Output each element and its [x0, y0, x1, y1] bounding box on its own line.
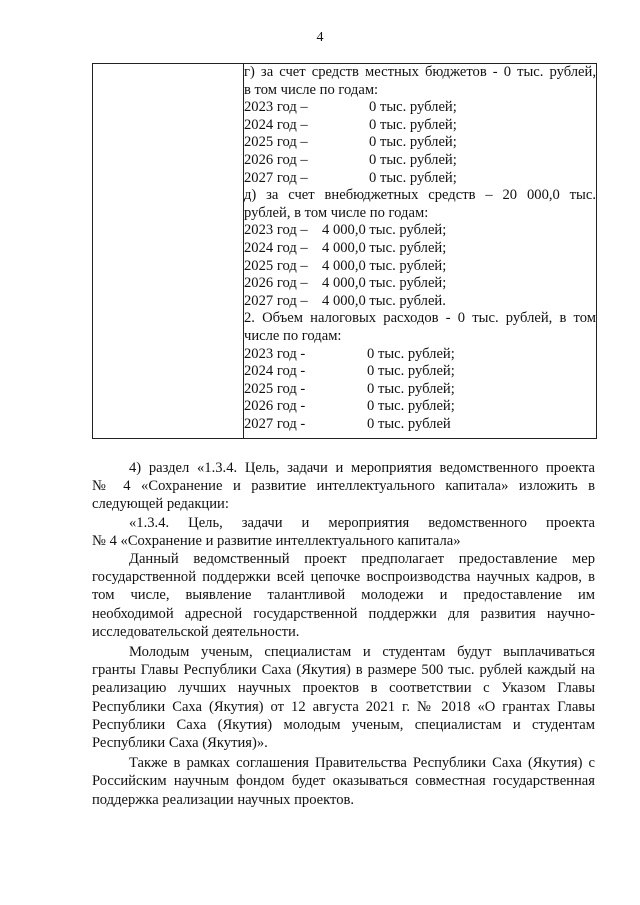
year-amount: 0 тыс. рублей; [369, 134, 457, 151]
paragraph-line: Республики Саха (Якутия) молодым ученым, специалистам и студентам [92, 716, 595, 733]
year-amount: 4 000,0 тыс. рублей; [322, 222, 447, 239]
year-label: 2026 год – [244, 275, 308, 292]
year-amount: 4 000,0 тыс. рублей; [322, 257, 447, 274]
paragraph-line: необходимой адресной государственной поддержки для развития научно- [92, 605, 595, 622]
table-line: д) за счет внебюджетных средств – 20 000,0 тыс. [244, 187, 596, 204]
table-line: рублей, в том числе по годам: [244, 204, 429, 221]
paragraph-line: государственной поддержки всей цепочке воспроизводства научных кадров, в [92, 569, 595, 586]
year-row [244, 416, 596, 434]
year-label: 2025 год – [244, 257, 308, 274]
year-row [244, 117, 596, 135]
year-row [244, 258, 596, 276]
paragraph-line: Молодым ученым, специалистам и студентам будут выплачиваться [129, 644, 595, 661]
paragraph-line: Также в рамках соглашения Правительства Республики Саха (Якутия) с [129, 755, 595, 772]
year-row [244, 293, 596, 311]
paragraph-line: Республики Саха (Якутия) от 12 августа 2021 г. № 2018 «О грантах Главы [92, 698, 595, 715]
paragraph-line: гранты Главы Республики Саха (Якутия) в размере 500 тыс. рублей каждый на [92, 662, 595, 679]
year-amount: 4 000,0 тыс. рублей; [322, 239, 447, 256]
paragraph-line: реализацию лучших научных проектов в соответствии с Указом Главы [92, 680, 595, 697]
year-label: 2026 год - [244, 398, 306, 415]
year-amount: 0 тыс. рублей; [369, 169, 457, 186]
funding-table [92, 63, 597, 439]
year-label: 2023 год - [244, 345, 306, 362]
year-label: 2026 год – [244, 151, 308, 168]
year-label: 2025 год - [244, 380, 306, 397]
year-row [244, 99, 596, 117]
year-amount: 0 тыс. рублей; [367, 380, 455, 397]
table-line: г) за счет средств местных бюджетов - 0 тыс. рублей, [244, 64, 596, 80]
year-row [244, 152, 596, 170]
paragraph-line: № 4 «Сохранение и развитие интеллектуального капитала» изложить в [92, 478, 595, 495]
year-row [244, 275, 596, 293]
year-label: 2024 год – [244, 116, 308, 133]
year-amount: 0 тыс. рублей [367, 415, 451, 432]
year-amount: 4 000,0 тыс. рублей. [322, 292, 446, 309]
table-line: 2. Объем налоговых расходов - 0 тыс. рублей, в том [244, 310, 596, 327]
paragraph-line: № 4 «Сохранение и развитие интеллектуального капитала» [92, 532, 461, 549]
paragraph-line: Республики Саха (Якутия)». [92, 735, 268, 752]
paragraph-line: 4) раздел «1.3.4. Цель, задачи и мероприятия ведомственного проекта [129, 460, 595, 476]
paragraph-line: исследовательской деятельности. [92, 623, 300, 640]
year-label: 2023 год – [244, 99, 308, 116]
year-label: 2027 год - [244, 415, 306, 432]
paragraph-line: «1.3.4. Цель, задачи и мероприятия ведомственного проекта [129, 514, 595, 531]
table-left-cell [93, 64, 244, 439]
paragraph-line: Данный ведомственный проект предполагает предоставление мер [129, 551, 595, 568]
year-row [244, 363, 596, 381]
year-label: 2025 год – [244, 134, 308, 151]
year-row [244, 240, 596, 258]
year-row [244, 170, 596, 188]
year-row [244, 398, 596, 416]
year-amount: 0 тыс. рублей; [369, 116, 457, 133]
table-line: в том числе по годам: [244, 81, 379, 98]
year-amount: 0 тыс. рублей; [367, 363, 455, 380]
year-label: 2024 год - [244, 363, 306, 380]
year-row [244, 381, 596, 399]
paragraph-line: следующей редакции: [92, 496, 229, 513]
year-label: 2024 год – [244, 239, 308, 256]
paragraph-line: Российским научным фондом будет оказываться совместная государственная [92, 773, 595, 790]
year-row [244, 346, 596, 364]
year-amount: 4 000,0 тыс. рублей; [322, 275, 447, 292]
paragraph-line: том числе, выявление талантливой молодежи и предоставление им [92, 587, 595, 604]
year-row [244, 222, 596, 240]
paragraph-line: поддержка реализации научных проектов. [92, 791, 355, 808]
year-label: 2023 год – [244, 222, 308, 239]
body-text [92, 459, 595, 809]
page-number: 4 [316, 30, 324, 45]
table-right-cell [244, 64, 597, 439]
year-row [244, 134, 596, 152]
year-amount: 0 тыс. рублей; [369, 151, 457, 168]
table-line: числе по годам: [244, 327, 342, 344]
year-amount: 0 тыс. рублей; [367, 345, 455, 362]
year-amount: 0 тыс. рублей; [369, 99, 457, 116]
year-amount: 0 тыс. рублей; [367, 398, 455, 415]
year-label: 2027 год – [244, 169, 308, 186]
year-label: 2027 год – [244, 292, 308, 309]
